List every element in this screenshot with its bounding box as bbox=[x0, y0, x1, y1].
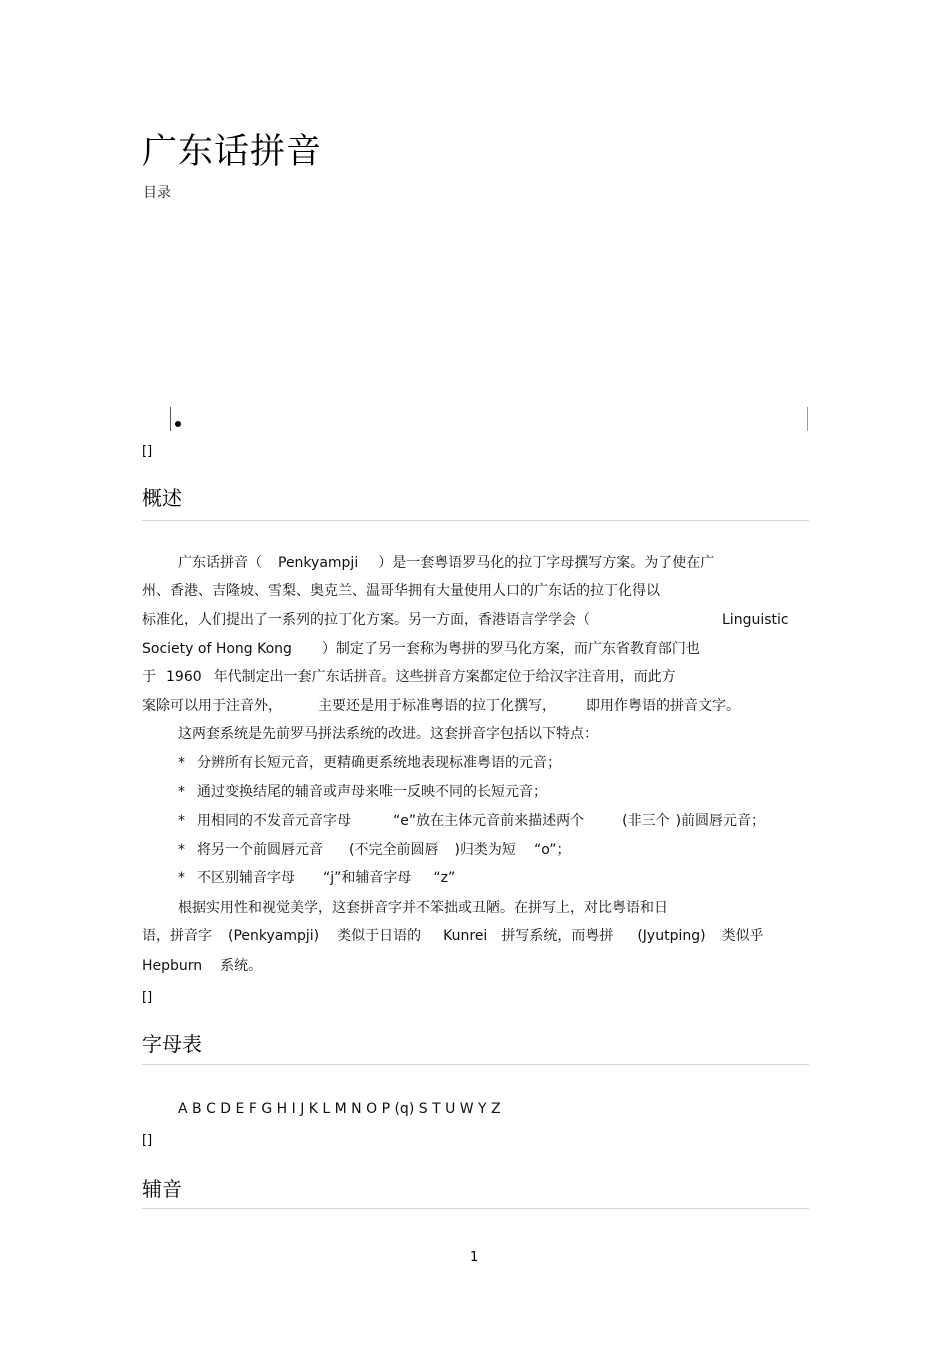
text-run-latin: Kunrei bbox=[443, 928, 488, 944]
section-divider bbox=[142, 1064, 809, 1065]
text-run: 案除可以用于注音外， bbox=[142, 698, 282, 714]
text-run: 不区别辅音字母 bbox=[197, 870, 295, 886]
paragraph-line bbox=[142, 610, 590, 630]
section-heading-consonants: 辅音 bbox=[142, 1177, 182, 1201]
text-run: 放在主体元音前来描述两个 bbox=[416, 813, 585, 829]
list-bullet: * bbox=[178, 842, 185, 858]
text-run: 拼写系统，而粤拼 bbox=[501, 928, 614, 944]
paragraph-line bbox=[142, 696, 740, 716]
text-run-latin: Penkyampji bbox=[278, 555, 359, 571]
toc-frame-left-edge bbox=[170, 407, 171, 431]
bullet-icon bbox=[175, 421, 181, 427]
paragraph-line bbox=[178, 898, 668, 918]
section-marker: [] bbox=[142, 444, 153, 459]
text-run: )归类为短 bbox=[454, 842, 516, 858]
text-run: 用相同的不发音元音字母 bbox=[197, 813, 351, 829]
paragraph-line bbox=[178, 724, 598, 744]
list-item bbox=[178, 811, 765, 831]
list-bullet: * bbox=[178, 870, 185, 886]
text-run: 根据实用性和视觉美学，这套拼音字并不笨拙或丑陋。在拼写上，对比粤语和日 bbox=[178, 900, 668, 916]
list-bullet: * bbox=[178, 755, 185, 771]
text-run: 这两套系统是先前罗马拼法系统的改进。这套拼音字包括以下特点： bbox=[178, 726, 598, 742]
paragraph-line bbox=[178, 553, 714, 573]
paragraph-line bbox=[142, 667, 676, 687]
section-divider bbox=[142, 520, 809, 521]
text-run: (非三个 bbox=[622, 813, 670, 829]
page-number: 1 bbox=[470, 1250, 479, 1265]
text-run: 语，拼音字 bbox=[142, 928, 212, 944]
text-run: 年代制定出一套广东话拼音。这些拼音方案都定位于给汉字注音用，而此方 bbox=[213, 669, 676, 685]
list-item bbox=[178, 782, 547, 802]
text-run: 将另一个前圆唇元音 bbox=[197, 842, 323, 858]
text-run: 标准化，人们提出了一系列的拉丁化方案。另一方面，香港语言学学会（ bbox=[142, 612, 590, 628]
toc-frame-right-edge bbox=[807, 407, 808, 431]
text-run: 和辅音字母 bbox=[341, 870, 412, 886]
section-divider bbox=[142, 1208, 809, 1209]
text-run-quoted: “j” bbox=[323, 870, 342, 886]
list-bullet: * bbox=[178, 784, 185, 800]
alphabet-letters: A B C D E F G H I J K L M N O P (q) S T U W Y Z bbox=[178, 1101, 501, 1117]
section-heading-overview: 概述 bbox=[142, 486, 182, 510]
text-run: 于 bbox=[142, 669, 156, 685]
list-item bbox=[178, 868, 455, 888]
text-run: )前圆唇元音； bbox=[675, 813, 766, 829]
text-run-latin: Hepburn bbox=[142, 958, 203, 974]
text-run-quoted: “o”； bbox=[533, 842, 571, 858]
text-run-latin: (Penkyampji) bbox=[228, 928, 320, 944]
text-run: ）制定了另一套称为粤拼的罗马化方案，而广东省教育部门也 bbox=[321, 641, 700, 657]
text-run: 即用作粤语的拼音文字。 bbox=[586, 698, 740, 714]
text-run: 分辨所有长短元音，更精确更系统地表现标准粤语的元音； bbox=[197, 755, 561, 771]
text-run: 系统。 bbox=[220, 958, 263, 974]
paragraph-line bbox=[142, 581, 660, 601]
paragraph-line-tail bbox=[722, 610, 789, 630]
document-title: 广东话拼音 bbox=[142, 132, 323, 172]
section-marker: [] bbox=[142, 1133, 153, 1148]
text-run-latin: 1960 bbox=[166, 669, 202, 685]
paragraph-line bbox=[142, 639, 700, 659]
list-item bbox=[178, 753, 561, 773]
text-run-latin: Society of Hong Kong bbox=[142, 641, 292, 657]
text-run: (不完全前圆唇 bbox=[349, 842, 439, 858]
text-run-quoted: “e” bbox=[393, 813, 417, 829]
text-run: 类似于日语的 bbox=[337, 928, 422, 944]
list-bullet: * bbox=[178, 813, 185, 829]
text-run: 主要还是用于标准粤语的拉丁化撰写， bbox=[318, 698, 556, 714]
section-marker: [] bbox=[142, 990, 153, 1005]
section-heading-alphabet: 字母表 bbox=[142, 1032, 202, 1056]
text-run-latin: Linguistic bbox=[722, 612, 789, 628]
text-run-quoted: “z” bbox=[433, 870, 456, 886]
paragraph-line bbox=[142, 926, 764, 946]
text-run: 广东话拼音（ bbox=[178, 555, 262, 571]
text-run: 州、香港、吉隆坡、雪梨、奥克兰、温哥华拥有大量使用人口的广东话的拉丁化得以 bbox=[142, 583, 660, 599]
text-run: 通过变换结尾的辅音或声母来唯一反映不同的长短元音； bbox=[197, 784, 547, 800]
toc-label: 目录 bbox=[143, 185, 171, 201]
list-item bbox=[178, 840, 571, 860]
paragraph-line bbox=[142, 956, 262, 976]
text-run: 类似乎 bbox=[721, 928, 764, 944]
text-run: ）是一套粤语罗马化的拉丁字母撰写方案。为了使在广 bbox=[378, 555, 715, 571]
text-run-latin: (Jyutping) bbox=[637, 928, 706, 944]
